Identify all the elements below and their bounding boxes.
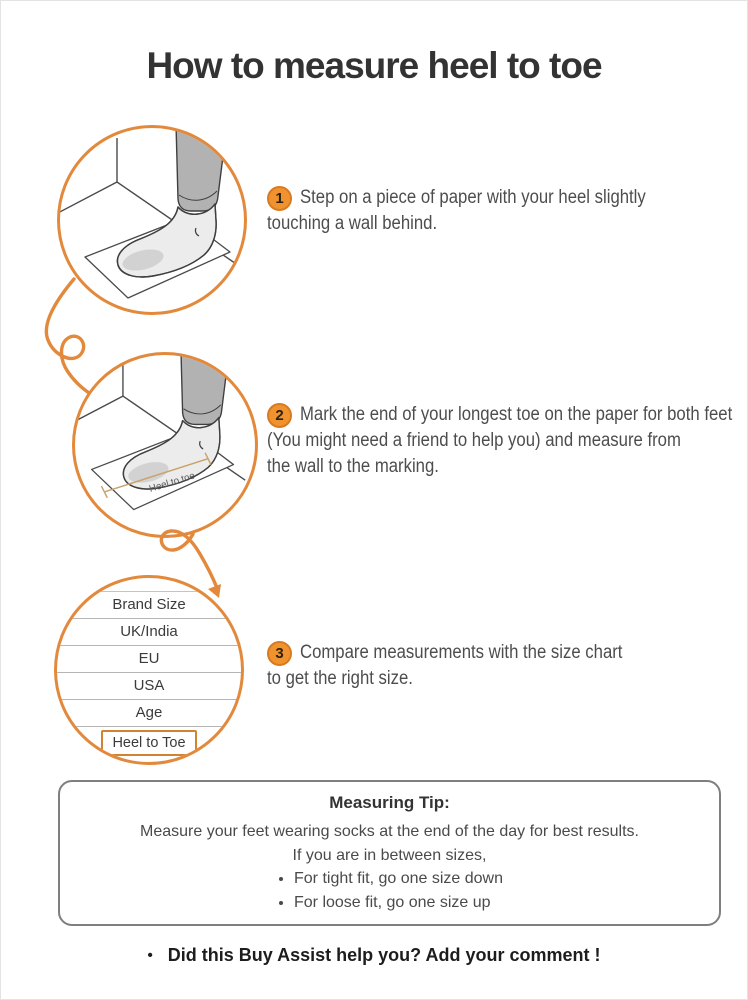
measuring-tip-box (58, 780, 721, 926)
footer-note-text: Did this Buy Assist help you? Add your comment ! (167, 945, 601, 965)
size-chart-row: EU (57, 646, 241, 673)
step-1 (267, 185, 693, 237)
size-chart-rows (57, 591, 241, 759)
foot-illustration-2 (75, 355, 255, 535)
step-3-number-badge: 3 (267, 641, 292, 666)
tip-line-1: Measure your feet wearing socks at the end of the day for best results. (140, 823, 639, 840)
size-chart-row: Age (57, 700, 241, 727)
size-chart-row: USA (57, 673, 241, 700)
illustration-step1-circle (57, 125, 247, 315)
heel-to-toe-chart-cell: Heel to Toe (101, 730, 196, 756)
connector-swirl-1 (46, 279, 89, 393)
illustration-step2-circle (72, 352, 258, 538)
tip-title: Measuring Tip: (329, 793, 450, 812)
tip-bullet-list (276, 867, 503, 915)
step-2 (267, 402, 748, 480)
step-1-text-line: Step on a piece of paper with your heel slightly (300, 187, 646, 208)
page-title: How to measure heel to toe (146, 45, 602, 86)
footer-bullet-icon: • (147, 947, 153, 964)
step-1-number-badge: 1 (267, 186, 292, 211)
size-chart-row-heel-to-toe (57, 727, 241, 759)
foot-illustration-1 (60, 128, 244, 312)
footer-note (1, 945, 747, 966)
step-3 (267, 640, 666, 692)
step-2-number-badge: 2 (267, 403, 292, 428)
tip-bullet: • For tight fit, go one size down (294, 867, 503, 891)
size-chart-row: UK/India (57, 619, 241, 646)
step-3-text-line: Compare measurements with the size chart (300, 642, 623, 663)
step-3-text-line: to get the right size. (267, 668, 413, 689)
tip-line-2: If you are in between sizes, (292, 847, 487, 864)
step-2-text-line: the wall to the marking. (267, 456, 439, 477)
size-chart-circle (54, 575, 244, 765)
step-1-text-line: touching a wall behind. (267, 213, 438, 234)
step-2-text-line: (You might need a friend to help you) and measure from (267, 430, 681, 451)
tip-bullet: • For loose fit, go one size up (294, 891, 503, 915)
heel-to-toe-measure-label: Heel to toe (147, 470, 197, 495)
step-2-text-line: Mark the end of your longest toe on the paper for both feet (300, 404, 733, 425)
size-chart-row: Brand Size (57, 591, 241, 619)
